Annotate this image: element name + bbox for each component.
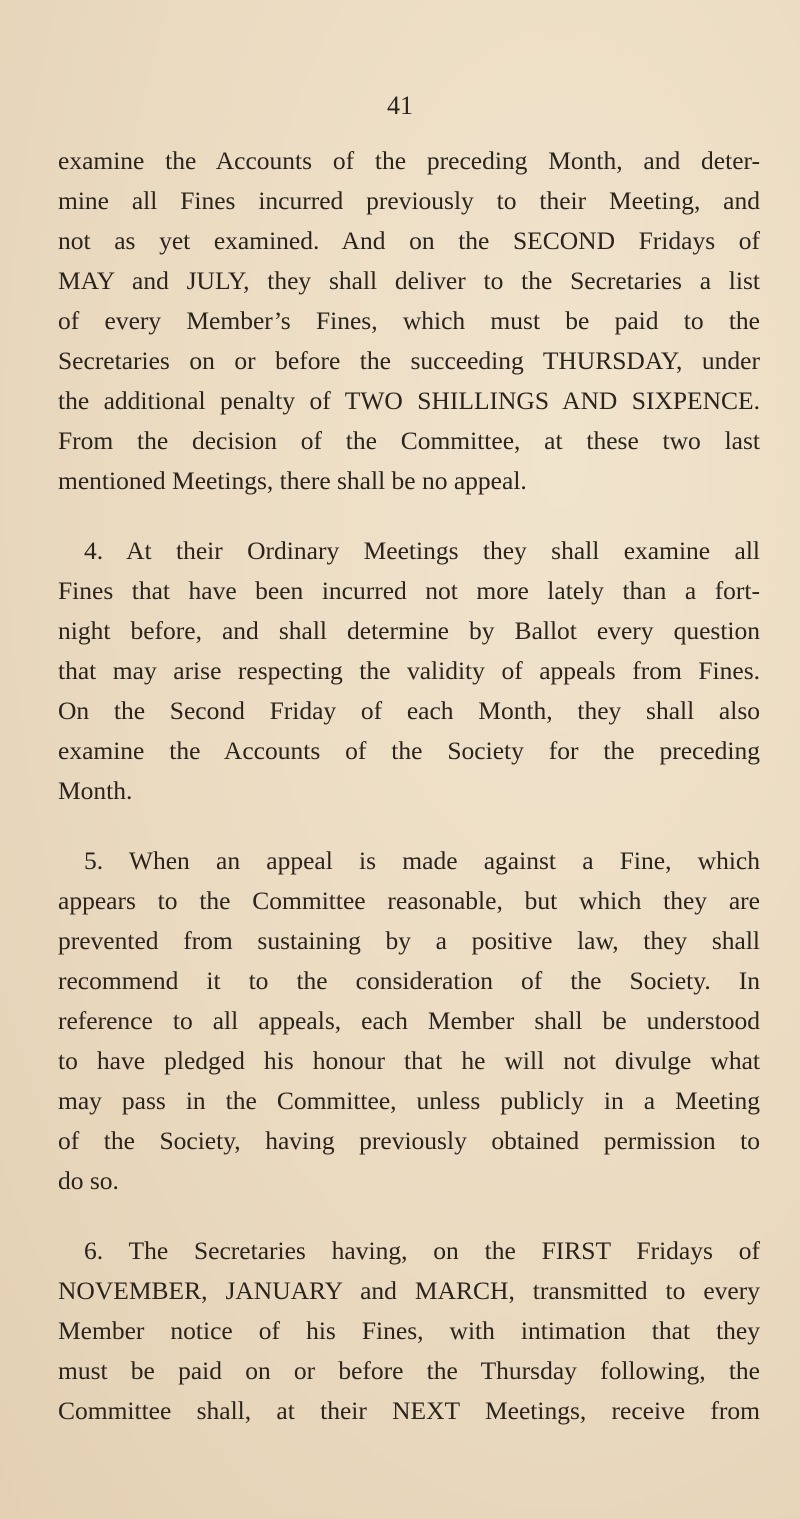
text-line: Member notice of his Fines, with intimation that they: [58, 1316, 760, 1345]
text-line: MAY and JULY, they shall deliver to the Secretaries a list: [58, 266, 760, 295]
paragraph-5-first-line: 5. When an appeal is made against a Fine, which: [84, 846, 760, 875]
text-line: Month.: [58, 776, 133, 805]
text-line: of every Member’s Fines, which must be paid to the: [58, 306, 760, 335]
text-line: Fines that have been incurred not more lately than a fort-: [58, 576, 760, 605]
text-line: On the Second Friday of each Month, they shall also: [58, 696, 760, 725]
text-line: Committee shall, at their NEXT Meetings, receive from: [58, 1396, 760, 1425]
text-line: not as yet examined. And on the SECOND Fridays of: [58, 226, 760, 255]
text-line: examine the Accounts of the preceding Month, and deter-: [58, 146, 760, 175]
text-line: prevented from sustaining by a positive law, they shall: [58, 926, 760, 955]
text-line: night before, and shall determine by Ballot every question: [58, 616, 760, 645]
text-line: to have pledged his honour that he will not divulge what: [58, 1046, 760, 1075]
text-line: reference to all appeals, each Member shall be understood: [58, 1006, 760, 1035]
text-line: must be paid on or before the Thursday following, the: [58, 1356, 760, 1385]
text-line: examine the Accounts of the Society for the preceding: [58, 736, 760, 765]
page-number: 41: [387, 91, 413, 120]
text-line: the additional penalty of TWO SHILLINGS AND SIXPENCE.: [58, 386, 760, 415]
text-line: do so.: [58, 1166, 119, 1195]
text-line: that may arise respecting the validity of appeals from Fines.: [58, 656, 760, 685]
text-line: of the Society, having previously obtained permission to: [58, 1126, 760, 1155]
text-line: Secretaries on or before the succeeding THURSDAY, under: [58, 346, 760, 375]
text-line: mine all Fines incurred previously to their Meeting, and: [58, 186, 760, 215]
paragraph-6-first-line: 6. The Secretaries having, on the FIRST Fridays of: [84, 1236, 760, 1265]
text-line: recommend it to the consideration of the Society. In: [58, 966, 760, 995]
paragraph-4-first-line: 4. At their Ordinary Meetings they shall examine all: [84, 536, 760, 565]
text-line: appears to the Committee reasonable, but which they are: [58, 886, 760, 915]
text-line: From the decision of the Committee, at these two last: [58, 426, 760, 455]
text-line: may pass in the Committee, unless publicly in a Meeting: [58, 1086, 760, 1115]
text-line: NOVEMBER, JANUARY and MARCH, transmitted to every: [58, 1276, 760, 1305]
text-line: mentioned Meetings, there shall be no appeal.: [58, 466, 527, 495]
